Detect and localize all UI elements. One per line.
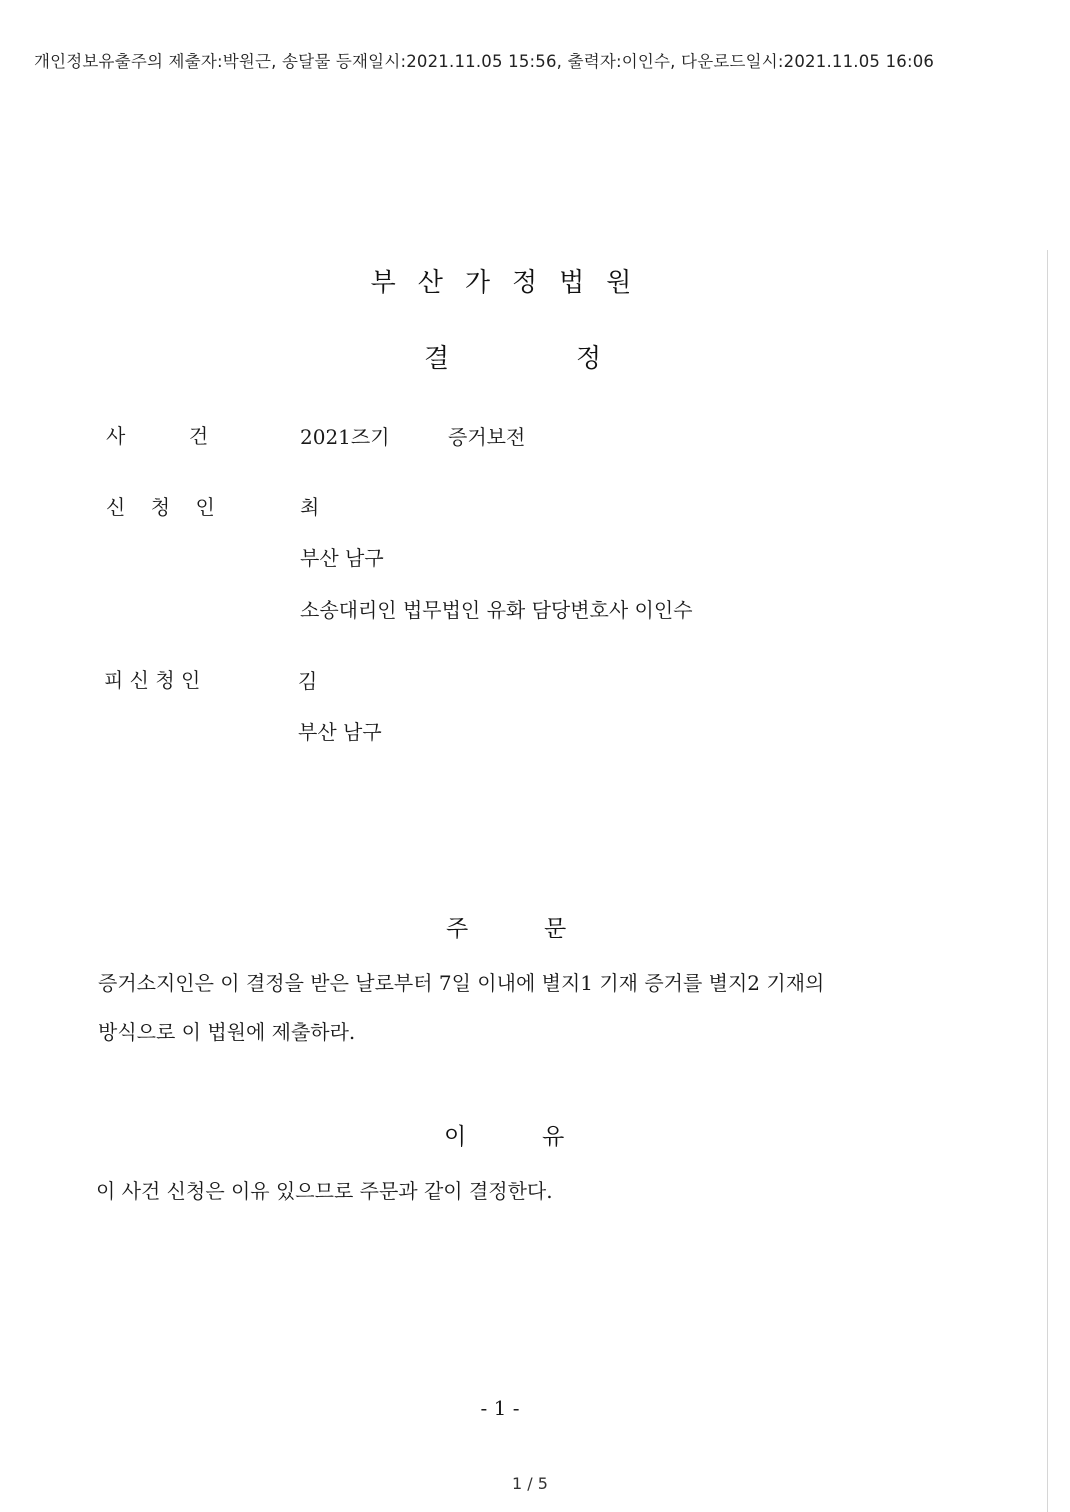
page-edge-line (1047, 250, 1048, 1512)
respondent-label: 피 신 청 인 (104, 668, 201, 692)
order-heading-char-2: 문 (544, 916, 567, 942)
case-number: 2021즈기 (300, 425, 390, 449)
order-heading-char-1: 주 (446, 916, 469, 942)
case-name: 증거보전 (448, 425, 526, 449)
applicant-address: 부산 남구 (300, 546, 384, 570)
case-label: 사 건 (106, 424, 209, 448)
order-text-line-2: 방식으로 이 법원에 제출하라. (98, 1020, 356, 1044)
reason-heading-char-2: 유 (542, 1124, 565, 1150)
print-watermark-header: 개인정보유출주의 제출자:박원근, 송달물 등재일시:2021.11.05 15:56, 출력자:이인수, 다운로드일시:2021.11.05 16:06 (34, 52, 935, 71)
court-name: 부산가정법원 (370, 268, 654, 298)
document-title-char-1: 결 (424, 344, 450, 374)
document-title-char-2: 정 (576, 344, 602, 374)
respondent-name: 김 (298, 669, 318, 693)
applicant-agent: 소송대리인 법무법인 유화 담당변호사 이인수 (300, 598, 693, 622)
page-number: - 1 - (480, 1396, 520, 1420)
applicant-label: 신 청 인 (106, 495, 215, 519)
respondent-address: 부산 남구 (298, 720, 382, 744)
applicant-name: 최 (300, 495, 320, 519)
page-counter: 1 / 5 (512, 1474, 548, 1493)
reason-text-line-1: 이 사건 신청은 이유 있으므로 주문과 같이 결정한다. (96, 1179, 553, 1203)
reason-heading-char-1: 이 (444, 1124, 467, 1150)
order-text-line-1: 증거소지인은 이 결정을 받은 날로부터 7일 이내에 별지1 기재 증거를 별지2 기재의 (98, 971, 825, 995)
